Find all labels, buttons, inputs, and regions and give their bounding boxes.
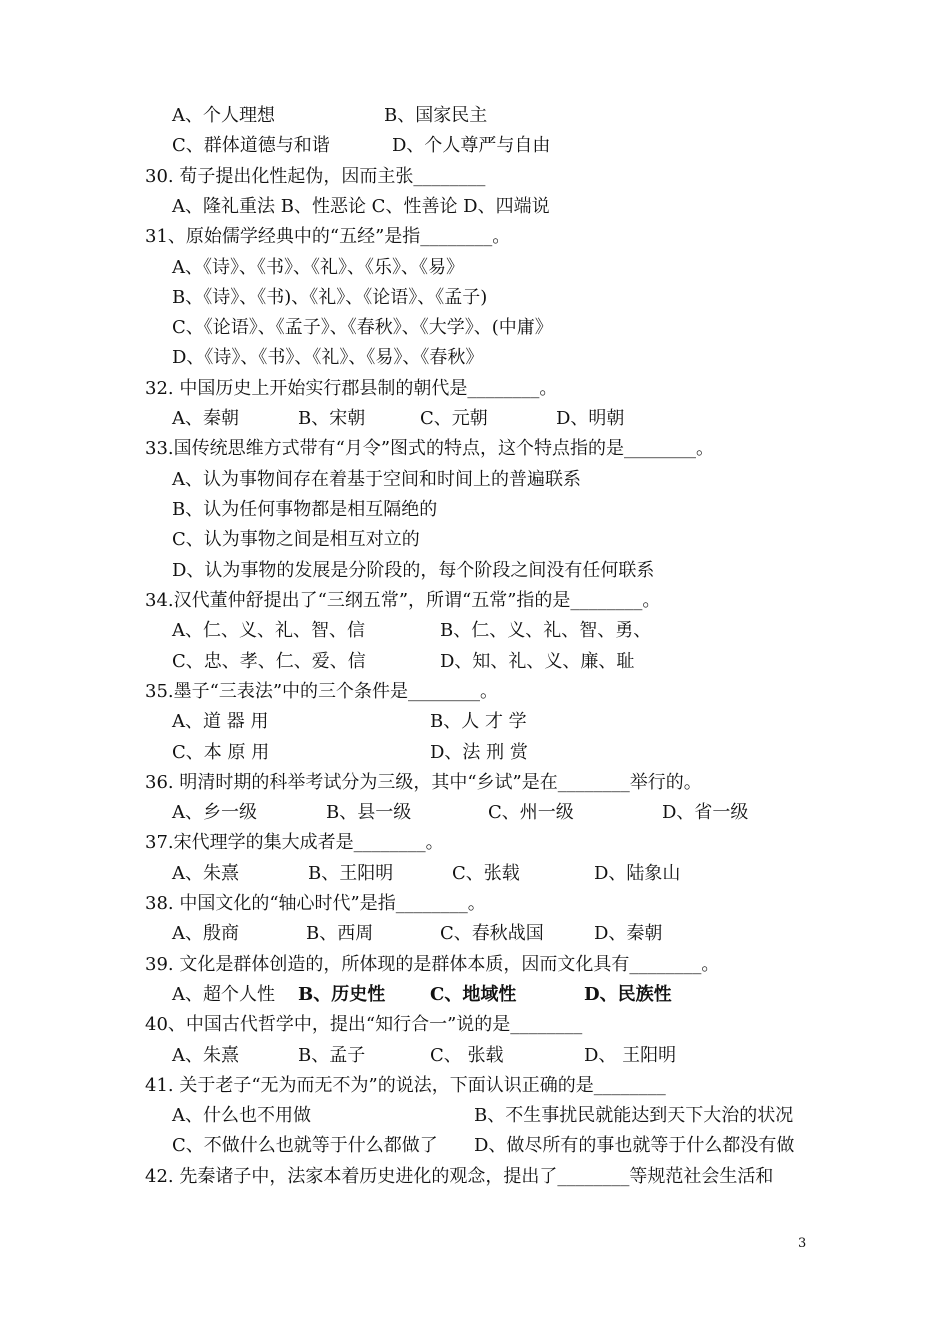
option-text: C、州一级 xyxy=(488,802,574,823)
option-text: D、秦朝 xyxy=(594,923,663,944)
option-text: A、什么也不用做 xyxy=(172,1105,311,1126)
option-text: D、陆象山 xyxy=(594,863,681,884)
option-text: A、仁、义、礼、智、信 xyxy=(172,620,365,641)
option-text: D、法 刑 赏 xyxy=(430,742,528,763)
question-line: 41. 关于老子“无为而无不为”的说法，下面认识正确的是________ xyxy=(145,1075,666,1096)
option-text: B、孟子 xyxy=(298,1045,366,1066)
option-text: C、春秋战国 xyxy=(440,923,544,944)
option-text: C、忠、孝、仁、爱、信 xyxy=(172,651,366,672)
option-text: B、王阳明 xyxy=(308,863,394,884)
option-text: B、历史性 xyxy=(298,984,386,1005)
option-text: C、《论语》、《孟子》、《春秋》、《大学》、(中庸》 xyxy=(172,317,553,338)
option-text: D、个人尊严与自由 xyxy=(392,135,551,156)
option-text: A、朱熹 xyxy=(172,1045,239,1066)
option-text: D、做尽所有的事也就等于什么都没有做 xyxy=(474,1135,795,1156)
option-text: A、殷商 xyxy=(172,923,239,944)
page-number: 3 xyxy=(798,1236,807,1251)
option-text: A、超个人性 xyxy=(172,984,275,1005)
option-text: B、宋朝 xyxy=(298,408,366,429)
question-line: 42. 先秦诸子中，法家本着历史进化的观念，提出了________等规范社会生活和 xyxy=(145,1166,774,1187)
option-text: A、朱熹 xyxy=(172,863,239,884)
option-text: A、秦朝 xyxy=(172,408,239,429)
option-text: A、乡一级 xyxy=(172,802,257,823)
option-text: A、道 器 用 xyxy=(172,711,269,732)
question-line: 36. 明清时期的科举考试分为三级，其中“乡试”是在________举行的。 xyxy=(145,772,702,793)
option-text: B、认为任何事物都是相互隔绝的 xyxy=(172,499,438,520)
question-line: 30. 荀子提出化性起伪，因而主张________ xyxy=(145,166,486,187)
option-text: B、国家民主 xyxy=(384,105,488,126)
question-line: 38. 中国文化的“轴心时代”是指________。 xyxy=(145,893,486,914)
option-text: B、西周 xyxy=(306,923,374,944)
option-text: C、不做什么也就等于什么都做了 xyxy=(172,1135,438,1156)
option-text: B、人 才 学 xyxy=(430,711,527,732)
option-text: A、隆礼重法 B、性恶论 C、性善论 D、四端说 xyxy=(172,196,550,217)
option-text: A、认为事物间存在着基于空间和时间上的普遍联系 xyxy=(172,469,581,490)
question-line: 31、原始儒学经典中的“五经”是指________。 xyxy=(145,226,511,247)
option-text: C、群体道德与和谐 xyxy=(172,135,330,156)
option-text: B、不生事扰民就能达到天下大治的状况 xyxy=(474,1105,794,1126)
question-line: 35.墨子“三表法”中的三个条件是________。 xyxy=(145,681,499,702)
option-text: D、认为事物的发展是分阶段的，每个阶段之间没有任何联系 xyxy=(172,560,655,581)
option-text: D、明朝 xyxy=(556,408,625,429)
question-line: 33.国传统思维方式带有“月令”图式的特点，这个特点指的是________。 xyxy=(145,438,715,459)
option-text: C、地域性 xyxy=(430,984,517,1005)
option-text: C、认为事物之间是相互对立的 xyxy=(172,529,420,550)
question-line: 37.宋代理学的集大成者是________。 xyxy=(145,832,444,853)
question-line: 32. 中国历史上开始实行郡县制的朝代是________。 xyxy=(145,378,558,399)
option-text: C、张载 xyxy=(452,863,520,884)
question-line: 39. 文化是群体创造的，所体现的是群体本质，因而文化具有________。 xyxy=(145,954,720,975)
option-text: B、《诗》、《书)、《礼》、《论语》、《孟子) xyxy=(172,287,488,308)
question-line: 34.汉代董仲舒提出了“三纲五常”，所谓“五常”指的是________。 xyxy=(145,590,661,611)
option-text: C、 张载 xyxy=(430,1045,504,1066)
option-text: D、 王阳明 xyxy=(584,1045,677,1066)
question-line: 40、中国古代哲学中，提出“知行合一”说的是________ xyxy=(145,1014,583,1035)
option-text: D、民族性 xyxy=(584,984,672,1005)
option-text: D、省一级 xyxy=(662,802,749,823)
option-text: B、仁、义、礼、智、勇、 xyxy=(440,620,652,641)
option-text: A、个人理想 xyxy=(172,105,275,126)
option-text: B、县一级 xyxy=(326,802,412,823)
option-text: C、本 原 用 xyxy=(172,742,270,763)
option-text: D、知、礼、义、廉、耻 xyxy=(440,651,635,672)
option-text: D、《诗》、《书》、《礼》、《易》、《春秋》 xyxy=(172,347,484,368)
option-text: C、元朝 xyxy=(420,408,488,429)
option-text: A、《诗》、《书》、《礼》、《乐》、《易》 xyxy=(172,257,464,278)
